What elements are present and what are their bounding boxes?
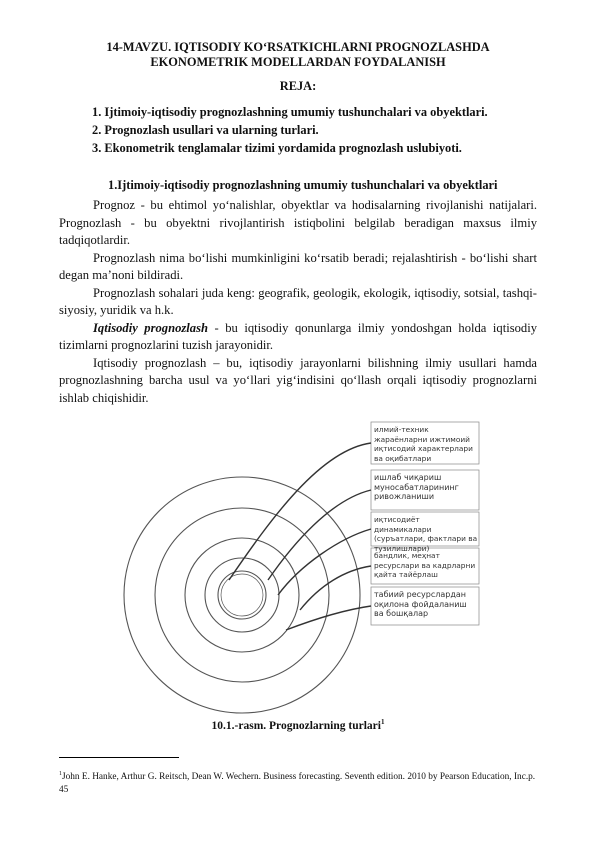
inner-circle-inset xyxy=(221,574,263,616)
paragraph: Iqtisodiy prognozlash – bu, iqtisodiy jarayonlarni bilishning ilmiy usullari hamda prognozlashning barcha usul va yo‘llari yig‘indisini qo‘llash orqali iqtisodiy prognozlarni ishlab chiqishidir. xyxy=(59,355,537,405)
paragraph xyxy=(59,320,537,355)
connector-4 xyxy=(300,566,371,610)
plan-heading: REJA: xyxy=(279,79,317,93)
outer-circle xyxy=(124,477,360,713)
diagram-label: иқтисодиёт динамикалари (суръатлари, фактлари ва тузилишлари) xyxy=(374,515,478,553)
plan-item: 2. Prognozlash usullari va ularning turlari. xyxy=(92,123,319,137)
connector-5 xyxy=(286,606,371,630)
emphasis-term: Iqtisodiy prognozlash xyxy=(93,320,208,335)
caption-footnote-marker: 1 xyxy=(380,718,385,726)
connector-3 xyxy=(278,529,371,595)
diagram-label: бандлик, меҳнат ресурслари ва кадрларни қайта тайёрлаш xyxy=(374,551,476,579)
inner-circle xyxy=(218,571,266,619)
page-title: 14-MAVZU. IQTISODIY KO‘RSATKICHLARNI PROGNOZLASHDA EKONOMETRIK MODELLARDAN FOYDALANISH xyxy=(106,40,490,69)
connector-1 xyxy=(229,443,371,580)
connector-2 xyxy=(268,490,371,580)
paragraph-rest: - bu iqtisodiy qonunlarga ilmiy yondoshgan holda iqtisodiy tizimlarni prognozlarini tuzish jarayonidir. xyxy=(59,320,537,352)
circle-2 xyxy=(155,508,329,682)
section-heading: 1.Ijtimoiy-iqtisodiy prognozlashning umumiy tushunchalari va obyektlari xyxy=(108,178,498,192)
circle-3 xyxy=(185,538,299,652)
diagram-label: ишлаб чиқариш муносабатларининг ривожланиши xyxy=(374,473,459,501)
paragraph: Prognoz - bu ehtimol yo‘nalishlar, obyektlar va hodisalarning rivojlanishi natijalari. Prognozlash - bu obyektni rivojlantirish istiqbolini belgilab beradigan maxsus ilmiy tadqiqotlardir. xyxy=(59,198,537,247)
footnote-divider xyxy=(59,757,179,758)
circle-4 xyxy=(205,558,279,632)
footnote xyxy=(59,768,539,797)
caption-text: 10.1.-rasm. Prognozlarning turlari xyxy=(211,719,381,732)
body-text xyxy=(59,197,537,407)
footnote-marker: 1 xyxy=(59,771,62,777)
diagram-label: илмий-техник жараёнларни ижтимоий иқтисодий характерлари ва оқибатлари xyxy=(374,425,473,463)
plan-list xyxy=(92,103,488,157)
figure-caption xyxy=(0,718,596,732)
diagram-label: табиий ресурслардан оқилона фойдаланиш ва бошқалар xyxy=(374,590,467,618)
plan-item: 3. Ekonometrik tenglamalar tizimi yordamida prognozlash uslubiyoti. xyxy=(92,141,462,155)
plan-item: 1. Ijtimoiy-iqtisodiy prognozlashning umumiy tushunchalari va obyektlari. xyxy=(92,105,488,119)
paragraph: Prognozlash sohalari juda keng: geografik, geologik, ekologik, iqtisodiy, sotsial, tashqi-siyosiy, yuridik va h.k. xyxy=(59,285,537,317)
paragraph: Prognozlash nima bo‘lishi mumkinligini ko‘rsatib beradi; rejalashtirish - bo‘lishi shart degan ma’noni bildiradi. xyxy=(59,250,537,282)
footnote-text: John E. Hanke, Arthur G. Reitsch, Dean W. Wechern. Business forecasting. Seventh edition. 2010 by Pearson Education, Inc.p. 45 xyxy=(59,772,536,796)
